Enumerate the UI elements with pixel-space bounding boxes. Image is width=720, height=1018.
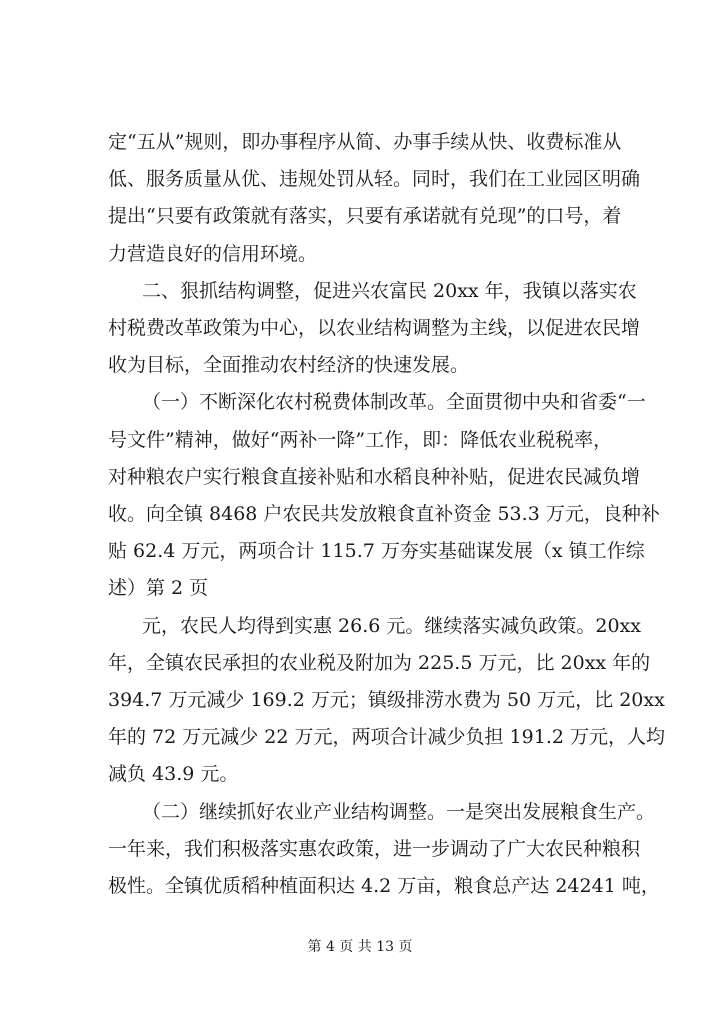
text-line: 提出“只要有政策就有落实，只要有承诺就有兑现”的口号，着 (108, 205, 622, 227)
text-line: 村税费改革政策为中心，以农业结构调整为主线，以促进农民增 (108, 317, 641, 339)
text-line: 收为目标，全面推动农村经济的快速发展。 (108, 354, 470, 376)
text-line: 号文件”精神，做好“两补一降”工作，即：降低农业税税率， (108, 429, 613, 451)
text-line: 一年来，我们积极落实惠农政策，进一步调动了广大农民种粮积 (108, 838, 641, 860)
text-line: （二）继续抓好农业产业结构调整。一是突出发展粮食生产。 (142, 801, 656, 823)
text-line: 收。向全镇 8468 户农民共发放粮食直补资金 53.3 万元，良种补 (108, 503, 660, 525)
text-line: 极性。全镇优质稻种植面积达 4.2 万亩，粮食总产达 24241 吨， (108, 875, 660, 897)
text-line: 贴 62.4 万元，两项合计 115.7 万夯实基础谋发展（x 镇工作综 (108, 540, 645, 562)
page-number-footer: 第 4 页 共 13 页 (307, 939, 413, 955)
text-line: 年，全镇农民承担的农业税及附加为 225.5 万元，比 20xx 年的 (108, 652, 651, 674)
text-line: 年的 72 万元减少 22 万元，两项合计减少负担 191.2 万元，人均 (108, 726, 665, 748)
text-line: 二、狠抓结构调整，促进兴农富民 20xx 年，我镇以落实农 (142, 280, 637, 302)
text-line: 力营造良好的信用环境。 (108, 243, 318, 265)
text-line: 定“五从”规则，即办事程序从简、办事手续从快、收费标准从 (108, 131, 622, 153)
text-line: 元，农民人均得到实惠 26.6 元。继续落实减负政策。20xx (142, 615, 641, 637)
text-line: 述）第 2 页 (108, 577, 209, 599)
text-line: 减负 43.9 元。 (108, 763, 239, 785)
text-line: （一）不断深化农村税费体制改革。全面贯彻中央和省委“一 (142, 391, 646, 413)
text-line: 394.7 万元减少 169.2 万元；镇级排涝水费为 50 万元，比 20xx (108, 689, 665, 711)
text-line: 低、服务质量从优、违规处罚从轻。同时，我们在工业园区明确 (108, 168, 641, 190)
text-line: 对种粮农户实行粮食直接补贴和水稻良种补贴，促进农民减负增 (108, 466, 641, 488)
